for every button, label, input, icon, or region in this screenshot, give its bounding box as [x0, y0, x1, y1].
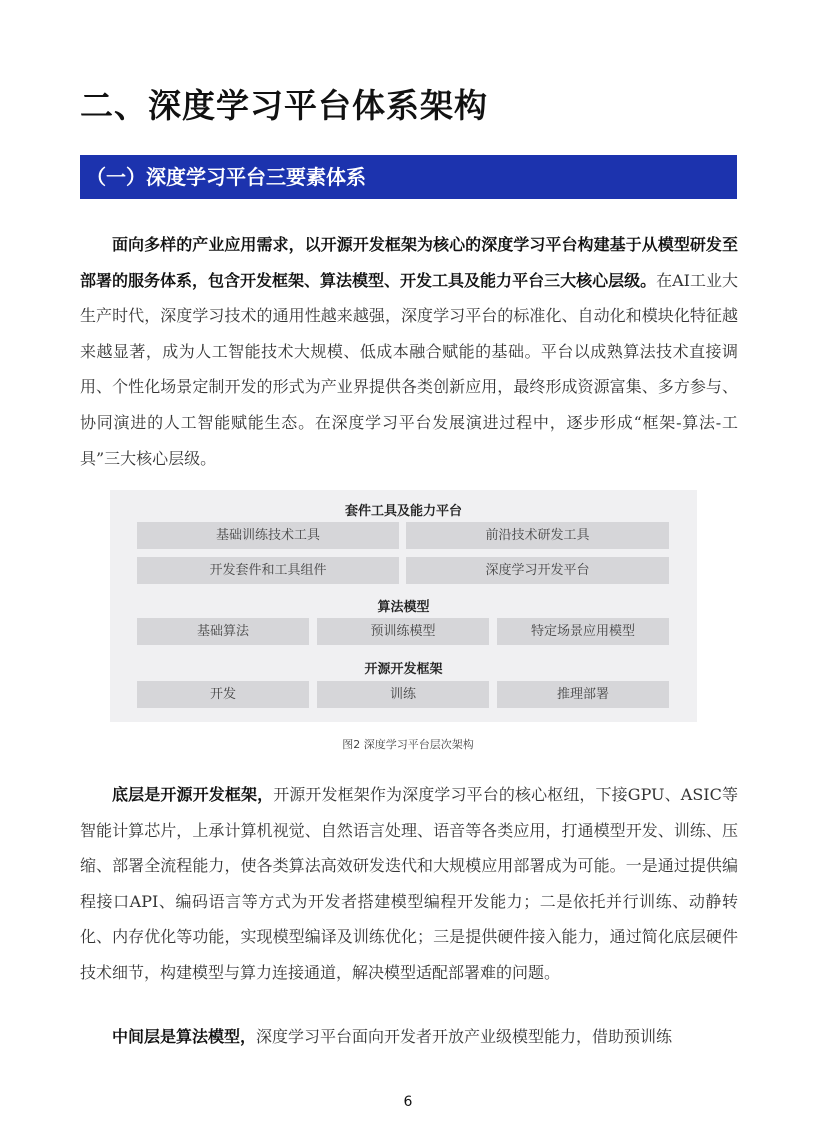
- layer-cell: 基础算法: [137, 618, 309, 645]
- paragraph-2: [80, 777, 738, 991]
- layer-cell: 特定场景应用模型: [497, 618, 669, 645]
- layer-cell: 深度学习开发平台: [406, 557, 669, 584]
- layer-title-tools: 套件工具及能力平台: [344, 504, 462, 519]
- section-banner: （一）深度学习平台三要素体系: [80, 155, 737, 199]
- figure-caption: 图2 深度学习平台层次架构: [342, 738, 474, 751]
- layer-title-framework: 开源开发框架: [364, 662, 443, 677]
- layer-cell: 前沿技术研发工具: [406, 522, 669, 549]
- layer-title-algorithms: 算法模型: [377, 600, 430, 615]
- paragraph-2-bold: 底层是开源开发框架，: [112, 785, 274, 804]
- layer-cell: 推理部署: [497, 681, 669, 708]
- layer-cell: 基础训练技术工具: [137, 522, 399, 549]
- paragraph-2-text: 开源开发框架作为深度学习平台的核心枢纽，下接GPU、ASIC等智能计算芯片，上承计算机视觉、自然语言处理、语音等各类应用，打通模型开发、训练、压缩、部署全流程能力，使各类算法高效研发迭代和大规模应用部署成为可能。一是通过提供编程接口API、编码语言等方式为开发者搭建模型编程开发能力；二是依托并行训练、动静转化、内存优化等功能，实现模型编译及训练优化；三是提供硬件接入能力，通过简化底层硬件技术细节，构建模型与算力连接通道，解决模型适配部署难的问题。: [80, 785, 738, 982]
- paragraph-3: [80, 1019, 738, 1055]
- page-number: 6: [403, 1094, 413, 1110]
- layer-cell: 开发套件和工具组件: [137, 557, 399, 584]
- paragraph-1-bold: 面向多样的产业应用需求，以开源开发框架为核心的深度学习平台构建基于从模型研发至部署的服务体系，包含开发框架、算法模型、开发工具及能力平台三大核心层级。: [80, 235, 738, 290]
- paragraph-1: [80, 227, 738, 476]
- page-heading: 二、深度学习平台体系架构: [80, 86, 488, 125]
- paragraph-3-text: 深度学习平台面向开发者开放产业级模型能力，借助预训练: [256, 1027, 673, 1046]
- paragraph-3-bold: 中间层是算法模型，: [112, 1027, 257, 1046]
- paragraph-1-text: 在AI工业大生产时代，深度学习技术的通用性越来越强，深度学习平台的标准化、自动化和模块化特征越来越显著，成为人工智能技术大规模、低成本融合赋能的基础。平台以成熟算法技术直接调用、个性化场景定制开发的形式为产业界提供各类创新应用，最终形成资源富集、多方参与、协同演进的人工智能赋能生态。在深度学习平台发展演进过程中，逐步形成“框架-算法-工具”三大核心层级。: [80, 270, 738, 468]
- layer-cell: 训练: [317, 681, 489, 708]
- architecture-figure: [110, 490, 697, 722]
- layer-cell: 开发: [137, 681, 309, 708]
- layer-cell: 预训练模型: [317, 618, 489, 645]
